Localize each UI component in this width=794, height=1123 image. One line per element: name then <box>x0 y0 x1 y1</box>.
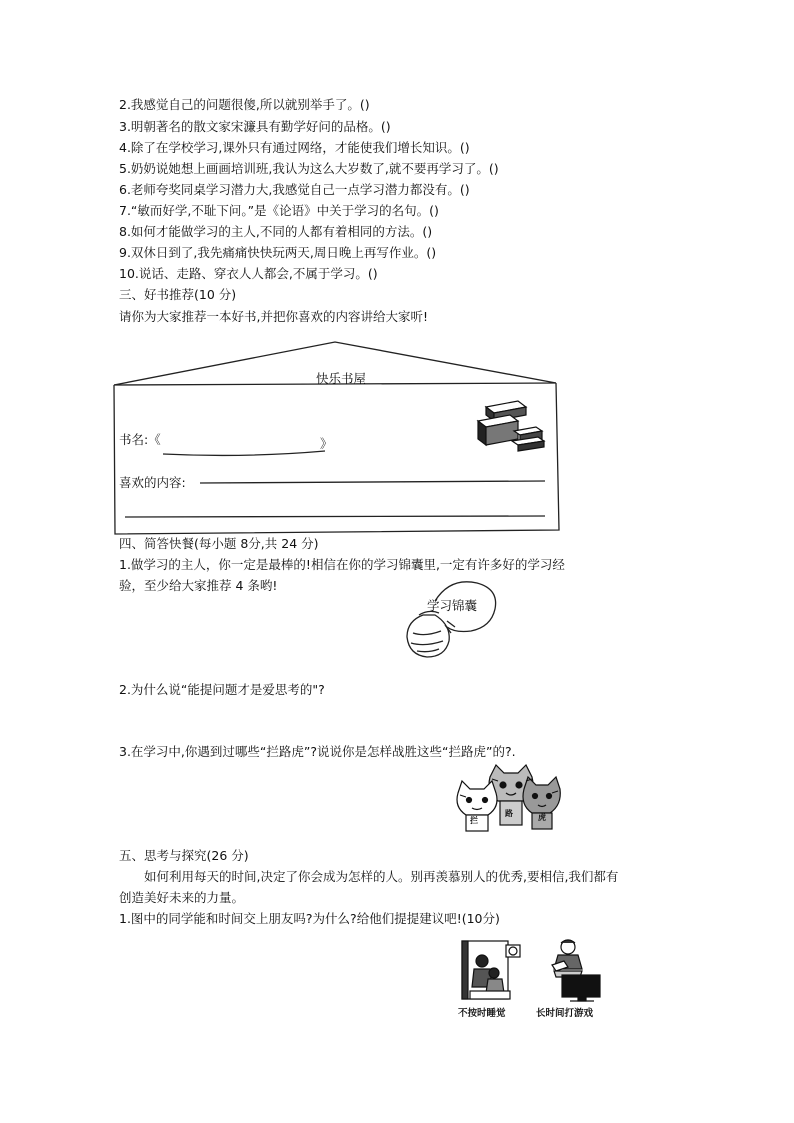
section4-q1-line1: 1.做学习的主人，你一定是最棒的!相信在你的学习锦囊里,一定有许多好的学习经 <box>119 557 565 572</box>
judge-item-9: 9.双休日到了,我先痛痛快快玩两天,周日晚上再写作业。() <box>119 245 437 260</box>
favorite-content-label: 喜欢的内容: <box>119 475 186 490</box>
section4-q3: 3.在学习中,你遇到过哪些“拦路虎”?说说你是怎样战胜这些“拦路虎”的?. <box>119 744 516 759</box>
house-title: 快乐书屋 <box>316 371 367 386</box>
judge-item-8: 8.如何才能做学习的主人,不同的人都有着相同的方法。() <box>119 224 433 239</box>
judge-item-7: 7.“敏而好学,不耻下问。”是《论语》中关于学习的名句。() <box>119 203 439 218</box>
book-name-label: 书名:《 <box>119 432 161 447</box>
judge-item-6: 6.老师夸奖同桌学习潜力大,我感觉自己一点学习潜力都没有。() <box>119 182 470 197</box>
study-bag-label: 学习锦囊 <box>427 598 478 613</box>
section5-title: 五、思考与探究(26 分) <box>119 848 249 863</box>
judge-item-2: 2.我感觉自己的问题很傻,所以就别举手了。() <box>119 97 370 112</box>
study-bag-icon <box>395 575 505 665</box>
tiger-label-2: 路 <box>505 808 513 818</box>
tiger-label-3: 虎 <box>538 812 546 822</box>
section4-q1-line2: 验，至少给大家推荐 4 条哟! <box>119 578 278 593</box>
tiger-label-1: 拦 <box>470 815 478 825</box>
caption-gaming: 长时间打游戏 <box>536 1008 594 1019</box>
judge-item-4: 4.除了在学校学习,课外只有通过网络，才能使我们增长知识。() <box>119 140 470 155</box>
late-sleep-illustration <box>458 937 528 1003</box>
section5-q1: 1.图中的同学能和时间交上朋友吗?为什么?给他们提提建议吧!(10分) <box>119 911 500 926</box>
judge-item-5: 5.奶奶说她想上画画培训班,我认为这么大岁数了,就不要再学习了。() <box>119 161 499 176</box>
three-tigers-icon <box>452 763 562 835</box>
judge-item-3: 3.明朝著名的散文家宋濂具有勤学好问的品格。() <box>119 119 391 134</box>
section3-title: 三、好书推荐(10 分) <box>119 287 237 302</box>
section5-para-line1: 如何利用每天的时间,决定了你会成为怎样的人。别再羡慕别人的优秀,要相信,我们都有 <box>144 869 619 884</box>
book-name-close: 》 <box>320 436 333 451</box>
gaming-illustration <box>540 937 610 1003</box>
section4-title: 四、简答快餐(每小题 8分,共 24 分) <box>119 536 319 551</box>
section3-instruction: 请你为大家推荐一本好书,并把你喜欢的内容讲给大家听! <box>119 309 428 324</box>
section4-q2: 2.为什么说“能提问题才是爱思考的"? <box>119 682 325 697</box>
section5-para-line2: 创造美好未来的力量。 <box>119 890 245 905</box>
judge-item-10: 10.说话、走路、穿衣人人都会,不属于学习。() <box>119 266 378 281</box>
books-stack-icon <box>472 395 552 455</box>
caption-late-sleep: 不按时睡觉 <box>458 1008 506 1019</box>
